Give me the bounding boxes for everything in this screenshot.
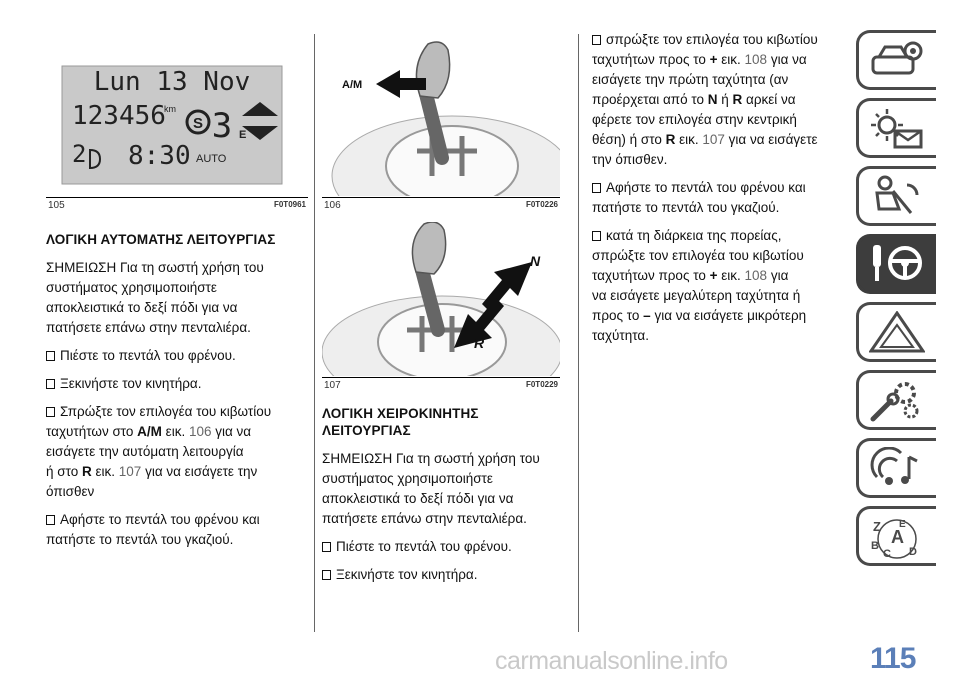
svg-text:A: A [891,527,904,547]
step-text: ταχυτήτων προς το [592,268,710,283]
step-text: σπρώξτε τον επιλογέα του κιβωτίου [592,248,804,263]
bold-term: R [82,464,92,479]
note-line: συστήματος χρησιμοποιήστε [46,280,217,295]
svg-text:E: E [899,519,906,530]
section-heading: ΛΟΓΙΚΗ ΑΥΤΟΜΑΤΗΣ ΛΕΙΤΟΥΡΓΙΑΣ [46,232,276,247]
bold-term: + [709,268,718,283]
step-text: Ξεκινήστε τον κινητήρα. [60,376,202,391]
step-text: να εισάγετε μεγαλύτερη ταχύτητα ή [592,288,801,303]
figure-105 [46,34,308,212]
figure-reference: 108 [744,52,768,67]
gear-selector-am-illustration [322,36,560,196]
step-text: εικ. [717,52,745,67]
step-item [46,402,308,502]
step-item [592,178,842,218]
settings-music-icon [869,447,925,491]
chapter-tabs [856,30,936,574]
display-eco-letter: E [239,129,247,141]
tab-warning-lights[interactable] [856,98,936,158]
figure-reference: 107 [118,464,142,479]
step-text: για να εισάγετε την [141,464,258,479]
bold-term: – [643,308,651,323]
step-text: για να [211,424,252,439]
figure-reference: 107 [702,132,725,147]
step-text: ταχύτητα. [592,328,649,343]
checkbox-bullet-icon [46,351,55,361]
figure-reference: 106 [188,424,212,439]
display-time-text: 8:30 [128,141,191,171]
step-text: όπισθεν [46,484,95,499]
figure-reference: 108 [744,268,768,283]
n-label: N [530,253,541,269]
column-1 [46,0,308,550]
step-text: πατήστε το πεντάλ του γκαζιού. [46,532,234,547]
svg-text:Z: Z [873,519,881,534]
step-text: εικ. [91,464,119,479]
figure-caption [46,197,308,214]
checkbox-bullet-icon [46,379,55,389]
step-text: Αφήστε το πεντάλ του φρένου και [60,512,260,527]
step-item [592,30,842,170]
step-text: προς το [592,308,644,323]
column-divider [314,34,315,632]
tab-car-dashboard[interactable] [856,30,936,90]
display-odometer-text: 123456 [72,101,166,131]
step-text: την όπισθεν. [592,152,668,167]
step-text: εισάγετε την πρώτη ταχύτητα (αν [592,72,789,87]
step-text: Ξεκινήστε τον κινητήρα. [336,567,478,582]
column-3 [592,30,842,346]
step-text: εικ. [675,132,703,147]
step-text: για να εισάγετε μικρότερη [650,308,807,323]
figure-caption [322,377,560,394]
bold-term: R [732,92,743,107]
wrench-gears-icon [869,379,925,423]
display-lights-level: 2 [72,140,87,168]
figure-107 [322,222,560,392]
figure-number: 105 [48,200,65,211]
figure-106 [322,36,560,212]
svg-text:C: C [883,548,891,559]
section-heading: ΛΟΓΙΚΗ ΧΕΙΡΟΚΙΝΗΤΗΣ [322,406,479,421]
gear-selector-nr-illustration [322,222,560,376]
step-item [46,374,308,394]
step-item [46,510,308,550]
warning-triangle-icon [869,311,925,355]
note-line: ΣΗΜΕΙΩΣΗ Για τη σωστή χρήση του [46,260,264,275]
tab-alphabet-index[interactable] [856,506,936,566]
tab-settings-music[interactable] [856,438,936,498]
step-text: εικ. [717,268,745,283]
step-text: ή [717,92,733,107]
tab-key-steering[interactable] [856,234,936,294]
svg-text:D: D [909,546,917,558]
checkbox-bullet-icon [46,407,55,417]
step-text: αρκεί να [742,92,796,107]
step-text: ή στο [46,464,82,479]
step-text: σπρώξτε τον επιλογέα του κιβωτίου [606,32,818,47]
display-day-text: Lun 13 Nov [93,67,251,97]
tab-wrench-gears[interactable] [856,370,936,430]
svg-text:B: B [871,540,879,552]
figure-code: F0T0961 [273,200,306,209]
checkbox-bullet-icon [322,542,331,552]
step-text: Αφήστε το πεντάλ του φρένου και [606,180,806,195]
tab-seat-safety[interactable] [856,166,936,226]
warning-lights-icon [869,107,925,151]
watermark: carmanualsonline.info [495,647,728,675]
note-line: συστήματος χρησιμοποιήστε [322,471,493,486]
checkbox-bullet-icon [592,183,601,193]
figure-number: 107 [324,380,341,391]
note-line: ΣΗΜΕΙΩΣΗ Για τη σωστή χρήση του [322,451,540,466]
figure-code: F0T0226 [525,200,558,209]
bold-term: R [665,132,676,147]
display-km-unit: km [164,104,176,114]
step-item [322,565,560,585]
step-text: Πιέστε το πεντάλ του φρένου. [60,348,236,363]
step-text: Πιέστε το πεντάλ του φρένου. [336,539,512,554]
car-dashboard-icon [869,39,925,83]
step-item [46,346,308,366]
figure-number: 106 [324,200,341,211]
gear-lever-knob [412,222,445,274]
note-line: πατήσετε επάνω στην πενταλιέρα. [46,320,251,335]
display-auto-label: AUTO [196,153,227,165]
step-text: ταχυτήτων προς το [592,52,710,67]
checkbox-bullet-icon [592,35,601,45]
checkbox-bullet-icon [592,231,601,241]
key-steering-icon [869,243,925,287]
step-text: εικ. [161,424,189,439]
alphabet-index-icon [869,515,925,559]
bold-term: + [709,52,718,67]
page-number: 115 [870,642,916,675]
note-line: πατήσετε επάνω στην πενταλιέρα. [322,511,527,526]
step-text: κατά τη διάρκεια της πορείας, [606,228,782,243]
figure-caption [322,197,560,214]
step-text: για να [767,52,807,67]
display-mode-letter: S [192,115,204,132]
column-2 [322,0,560,585]
am-label: A/M [342,79,363,91]
step-text: προέρχεται από το [592,92,708,107]
display-gear-text: 3 [211,106,233,146]
step-text: ταχυτήτων στο [46,424,138,439]
step-text: Σπρώξτε τον επιλογέα του κιβωτίου [60,404,272,419]
section-heading: ΛΕΙΤΟΥΡΓΙΑΣ [322,423,411,438]
note-line: αποκλειστικά το δεξί πόδι για να [322,491,514,506]
checkbox-bullet-icon [322,570,331,580]
step-item [322,537,560,557]
step-text: εισάγετε την αυτόματη λειτουργία [46,444,244,459]
step-text: πατήστε το πεντάλ του γκαζιού. [592,200,780,215]
seat-safety-icon [869,175,925,219]
step-text: για [767,268,789,283]
instrument-display-illustration [46,34,308,194]
tab-warning-triangle[interactable] [856,302,936,362]
r-label: R [474,335,485,351]
checkbox-bullet-icon [46,515,55,525]
step-item [592,226,842,346]
step-text: φέρετε τον επιλογέα στην κεντρική [592,112,797,127]
figure-code: F0T0229 [525,380,558,389]
bold-term: N [707,92,718,107]
column-divider [578,34,579,632]
step-text: θέση) ή στο [592,132,666,147]
note-line: αποκλειστικά το δεξί πόδι για να [46,300,238,315]
bold-term: A/M [137,424,162,439]
step-text: για να εισάγετε [724,132,818,147]
